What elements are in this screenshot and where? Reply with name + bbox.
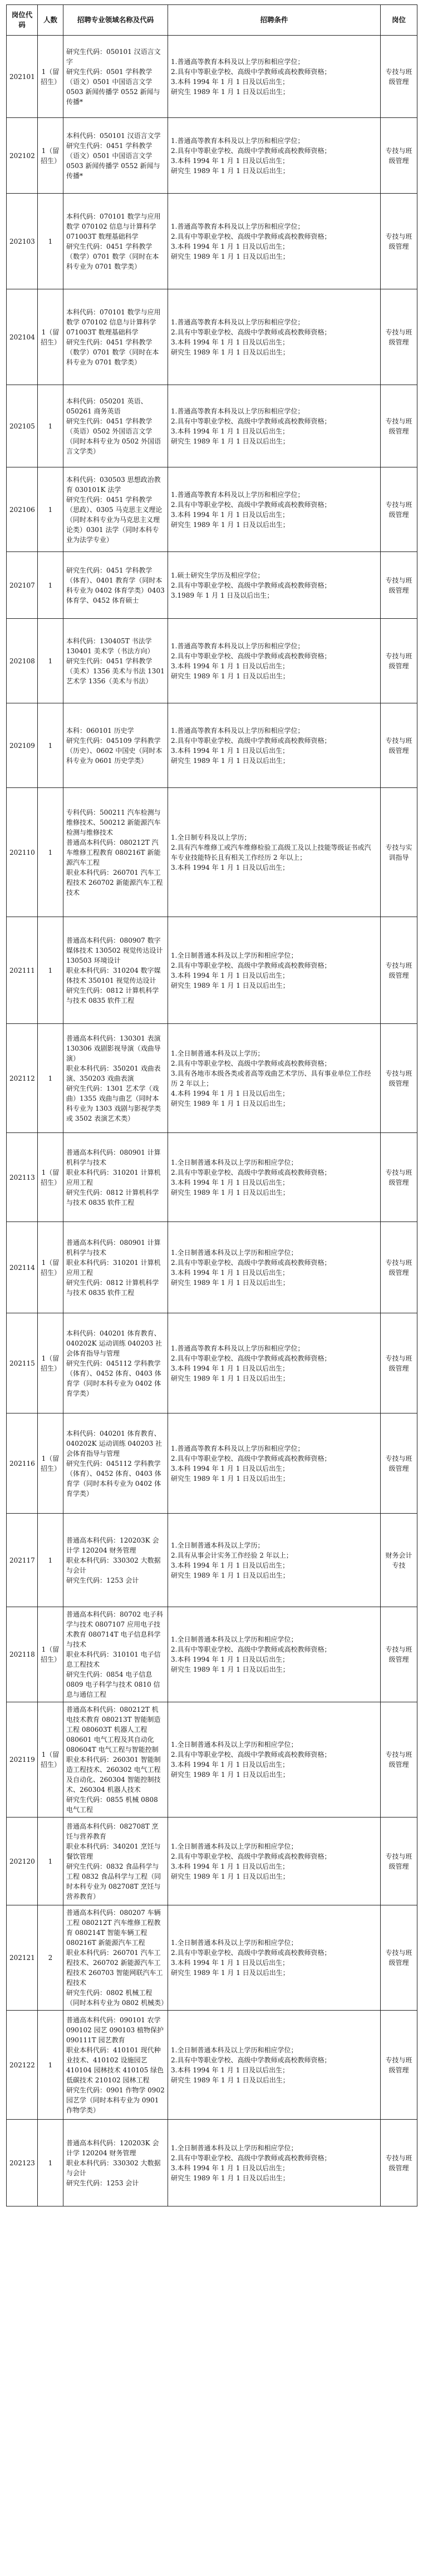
major-cell [63,1905,168,2011]
major-cell [63,1222,168,1313]
major-line: 职业本科代码：310201 计算机应用工程 [66,1168,161,1186]
major-cell [63,1133,168,1222]
condition-line: 2.具有中等职业学校、高级中学教师或高校教师资格； [171,1949,331,1957]
major-line: 普通高本科代码：080212T 汽车维修工程教育 080216T 新能源汽车工程 [66,838,161,866]
major-cell [63,194,168,289]
post-code-cell: 202122 [7,2011,38,2120]
condition-line: 1.普通高等教育本科及以上学历和相应学位； [171,136,304,145]
major-line: 研究生代码：0451 学科教学（体育）、0401 教育学（同时本科专业为 0402 体育学类）0403 体育学、0452 体育硕士 [66,566,165,604]
table-row [7,194,417,289]
major-line: 本科代码：040201 体育教育、040202K 运动训练 040203 社会体育指导与管理 [66,1429,163,1457]
major-line: 研究生代码：0854 电子信息 0809 电子科学与技术 0810 信息与通信工程 [66,1671,160,1698]
major-cell [63,467,168,552]
major-line: 普通高本科代码：120203K 会计学 120204 财务管理 [66,2139,159,2157]
condition-line: 研究生 1989 年 1 月 1 日及以后出生； [171,2174,289,2182]
condition-line: 1.普通高等教育本科及以上学历和相应学位； [171,407,304,415]
condition-line: 研究生 1989 年 1 月 1 日及以后出生； [171,672,289,680]
conditions-cell [168,1222,381,1313]
condition-line: 2.具有中等职业学校、高级中学教师或高校教师资格； [171,961,331,969]
major-cell [63,552,168,619]
table-row [7,1024,417,1133]
post-type-cell: 专技与实训指导 [381,788,417,917]
post-code-cell: 202103 [7,194,38,289]
condition-line: 研究生 1989 年 1 月 1 日及以后出生； [171,1969,289,1977]
headcount-cell: 1 [38,619,63,703]
major-line: 普通高本科代码：082708T 烹饪与营养教育 [66,1822,159,1840]
headcount-cell: 2 [38,1905,63,2011]
major-cell [63,2120,168,2206]
condition-line: 3.本科 1994 年 1 月 1 日及以后出生； [171,863,289,871]
post-type-cell: 专技与班级管理 [381,703,417,788]
post-type-cell: 专技与班级管理 [381,194,417,289]
post-type-cell: 专技与班级管理 [381,1905,417,2011]
condition-line: 研究生 1989 年 1 月 1 日及以后出生； [171,1771,289,1779]
table-row [7,289,417,385]
major-line: 研究生代码：0451 学科教学（数学）0701 数学（同时在本科专业为 0701 数学类） [66,338,159,366]
major-line: 职业本科代码：350201 戏曲表演、350203 戏曲表演 [66,1064,161,1082]
post-code-cell: 202106 [7,467,38,552]
major-line: 研究生代码：0812 计算机科学与技术 0835 软件工程 [66,986,159,1004]
condition-line: 研究生 1989 年 1 月 1 日及以后出生； [171,1278,289,1287]
condition-line: 1.全日制普通本科及以上学历； [171,1049,264,1057]
table-row [7,917,417,1024]
condition-line: 3.本科 1994 年 1 月 1 日及以后出生； [171,427,289,435]
condition-line: 3.本科 1994 年 1 月 1 日及以后出生； [171,1656,289,1663]
conditions-cell [168,467,381,552]
table-row [7,1905,417,2011]
post-type-cell: 专技与班级管理 [381,1702,417,1818]
conditions-cell [168,194,381,289]
condition-line: 3.本科 1994 年 1 月 1 日及以后出生； [171,2066,289,2074]
condition-line: 3.本科 1994 年 1 月 1 日及以后出生； [171,971,289,979]
condition-line: 2.具有中等职业学校、高级中学教师或高校教师资格； [171,1258,331,1267]
major-cell [63,917,168,1024]
table-row [7,1607,417,1702]
post-type-cell: 专技与班级管理 [381,36,417,118]
condition-line: 1.普通高等教育本科及以上学历和相应学位； [171,1344,304,1352]
condition-line: 2.具有中等职业学校、高级中学教师或高校教师资格； [171,1751,331,1759]
post-code-cell: 202113 [7,1133,38,1222]
post-code-cell: 202109 [7,703,38,788]
table-row [7,788,417,917]
condition-line: 3.具有各地市本级各类或者高等戏曲艺术学历、具有事业单位工作经历 2 年以上； [171,1069,371,1087]
major-line: 职业本科代码：260301 智能制造工程技术、260302 电气工程及自动化、260304 智能控制技术、260304 机器人技术 [66,1756,161,1794]
major-line: 本科代码：050101 汉语言文学 [66,131,161,140]
condition-line: 2.具有中等职业学校、高级中学教师或高校教师资格； [171,1059,331,1067]
major-line: 本科代码：040201 体育教育、040202K 运动训练 040203 社会体育指导与管理 [66,1329,163,1357]
condition-line: 2.具有中等职业学校、高级中学教师或高校教师资格； [171,146,331,155]
table-row [7,619,417,703]
major-line: 研究生代码：0451 学科教学（语文）0501 中国语言文学 0503 新闻传播学 0552 新闻与传播* [66,141,160,180]
conditions-cell [168,2120,381,2206]
table-row [7,2011,417,2120]
condition-line: 3.本科 1994 年 1 月 1 日及以后出生； [171,338,289,346]
table-header-row [7,5,417,36]
post-type-cell: 专技与班级管理 [381,917,417,1024]
major-line: 研究生代码：045109 学科教学（历史）、0602 中国史（同时本科专业为 0601 历史学类） [66,736,163,765]
headcount-cell: 1 [38,917,63,1024]
major-cell [63,619,168,703]
major-line: 本科代码：070101 数学与应用数学 070102 信息与计算科学 071003T 数理基础科学 [66,308,161,336]
major-line: 普通高本科代码：090101 农学 090102 园艺 090103 植物保护 090111T 园艺教育 [66,2016,164,2044]
condition-line: 3.本科 1994 年 1 月 1 日及以后出生； [171,510,289,519]
condition-line: 1.全日制普通本科及以上学历和相应学位； [171,951,298,959]
major-line: 研究生代码：0812 计算机科学与技术 0835 软件工程 [66,1188,159,1206]
major-line: 研究生代码：0451 学科教学（思政）、0305 马克思主义理论（同时本科专业为马克思主义理论类）0301 法学（同时本科专业为法学专业） [66,495,163,544]
condition-line: 1.全日制普通本科及以上学历和相应学位； [171,1741,298,1748]
major-line: 职业本科代码：330302 大数据与会计 [66,2159,161,2177]
post-code-cell: 202115 [7,1313,38,1413]
major-line: 专科代码：500211 汽车检测与维修技术、500212 新能源汽车检测与维修技术 [66,808,161,836]
table-row [7,1313,417,1413]
conditions-cell [168,289,381,385]
post-code-cell: 202120 [7,1818,38,1905]
condition-line: 2.具有中等职业学校、高级中学教师或高校教师资格； [171,2056,331,2064]
recruitment-table [6,4,417,2206]
major-cell [63,2011,168,2120]
condition-line: 1.普通高等教育本科及以上学历和相应学位； [171,57,304,66]
major-cell [63,1818,168,1905]
headcount-cell: 1 [38,467,63,552]
major-line: 研究生代码：0855 机械 0808 电气工程 [66,1796,158,1814]
major-line: 本科：060101 历史学 [66,726,134,735]
conditions-cell [168,1024,381,1133]
major-line: 本科代码：130405T 书法学 130401 美术学（书法方向） [66,637,154,655]
major-line: 普通高本科代码：080207 车辆工程 080212T 汽车维修工程教育 080214T 智能车辆工程 080216T 新能源汽车工程 [66,1909,161,1947]
condition-line: 研究生 1989 年 1 月 1 日及以后出生； [171,1188,289,1196]
post-code-cell: 202101 [7,36,38,118]
post-type-cell: 专技与班级管理 [381,467,417,552]
condition-line: 3.本科 1994 年 1 月 1 日及以后出生； [171,1761,289,1769]
condition-line: 1.普通高等教育本科及以上学历和相应学位； [171,318,304,326]
post-code-cell: 202111 [7,917,38,1024]
headcount-cell: 1（留招生） [38,289,63,385]
condition-line: 1.全日制普通本科及以上学历和相应学位； [171,2046,298,2054]
condition-line: 1.普通高等教育本科及以上学历和相应学位； [171,642,304,650]
major-line: 研究生代码：1253 会计 [66,1576,139,1584]
condition-line: 1.全日制普通本科及以上学历和相应学位； [171,2144,298,2152]
headcount-cell: 1 [38,788,63,917]
header-conditions: 招聘条件 [168,5,381,36]
table-row [7,36,417,118]
conditions-cell [168,619,381,703]
condition-line: 3.1989 年 1 月 1 日及以后出生； [171,591,274,599]
headcount-cell: 1 [38,2120,63,2206]
major-cell [63,703,168,788]
conditions-cell [168,36,381,118]
header-post-code: 岗位代码 [7,5,38,36]
major-cell [63,788,168,917]
condition-line: 2.具有中等职业学校、高级中学教师或高校教师资格； [171,1646,331,1653]
post-code-cell: 202123 [7,2120,38,2206]
condition-line: 1.全日制普通本科及以上学历和相应学位； [171,1248,298,1257]
condition-line: 2.具有中等职业学校、高级中学教师或高校教师资格； [171,2154,331,2162]
condition-line: 3.本科 1994 年 1 月 1 日及以后出生； [171,1268,289,1277]
major-line: 研究生代码：0812 计算机科学与技术 0835 软件工程 [66,1278,159,1297]
condition-line: 2.具有中等职业学校、高级中学教师或高校教师资格； [171,652,331,660]
condition-line: 研究生 1989 年 1 月 1 日及以后出生； [171,1474,289,1482]
headcount-cell: 1（留招生） [38,1313,63,1413]
conditions-cell [168,552,381,619]
post-code-cell: 202108 [7,619,38,703]
conditions-cell [168,385,381,467]
post-code-cell: 202116 [7,1413,38,1514]
major-line: 研究生代码：050101 汉语言文字 [66,47,161,66]
table-row [7,385,417,467]
header-count: 人数 [38,5,63,36]
condition-line: 2.具有中等职业学校、高级中学教师或高校教师资格； [171,232,331,240]
conditions-cell [168,118,381,194]
post-code-cell: 202107 [7,552,38,619]
conditions-cell [168,2011,381,2120]
major-line: 研究生代码：0451 学科教学（美术）1356 美术与书法 1301 艺术学 1356（美术与书法） [66,657,165,685]
post-type-cell: 专技与班级管理 [381,1818,417,1905]
headcount-cell: 1 [38,703,63,788]
major-cell [63,118,168,194]
major-line: 研究生代码：0901 作物学 0902 园艺学（同时本科专业为 0901 作物学类） [66,2086,165,2114]
condition-line: 2.具有中等职业学校、高级中学教师或高校教师资格； [171,1354,331,1362]
condition-line: 1.普通高等教育本科及以上学历和相应学位； [171,1444,304,1452]
condition-line: 3.本科 1994 年 1 月 1 日及以后出生； [171,746,289,755]
post-code-cell: 202105 [7,385,38,467]
major-line: 职业本科代码：330302 大数据与会计 [66,1556,161,1574]
major-cell [63,1514,168,1607]
major-cell [63,385,168,467]
condition-line: 2.具有中等职业学校、高级中学教师或高校教师资格； [171,581,331,589]
major-line: 研究生代码：1301 艺术学（戏曲）1355 戏曲与曲艺（同时本科专业为 1303 戏剧与影视学类或 3502 表演艺术类） [66,1084,161,1122]
headcount-cell: 1（留招生） [38,1607,63,1702]
post-type-cell: 专技与班级管理 [381,1222,417,1313]
major-line: 普通高本科代码：130301 表演 130306 戏剧影视导演（戏曲导演） [66,1034,161,1062]
post-type-cell: 专技与班级管理 [381,1607,417,1702]
major-cell [63,1024,168,1133]
major-cell [63,1702,168,1818]
condition-line: 研究生 1989 年 1 月 1 日及以后出生； [171,252,289,260]
major-line: 研究生代码：0832 食品科学与工程 0832 食品科学与工程（同时本科专业为 082708T 烹饪与营养教育） [66,1862,161,1900]
post-code-cell: 202117 [7,1514,38,1607]
headcount-cell: 1 [38,385,63,467]
condition-line: 研究生 1989 年 1 月 1 日及以后出生； [171,348,289,356]
header-post: 岗位 [381,5,417,36]
headcount-cell: 1 [38,194,63,289]
condition-line: 3.本科 1994 年 1 月 1 日及以后出生； [171,662,289,670]
major-line: 研究生代码：1253 会计 [66,2179,139,2187]
post-code-cell: 202118 [7,1607,38,1702]
major-line: 职业本科代码：260701 汽车工程技术 260702 新能源汽车工程技术 [66,868,163,897]
major-line: 研究生代码：0451 学科教学（数学）0701 数学（同时在本科专业为 0701 数学类） [66,242,159,270]
condition-line: 3.本科 1994 年 1 月 1 日及以后出生； [171,77,289,86]
condition-line: 1.普通高等教育本科及以上学历和相应学位； [171,726,304,735]
condition-line: 3.本科 1994 年 1 月 1 日及以后出生； [171,2164,289,2172]
table-row [7,118,417,194]
condition-line: 研究生 1989 年 1 月 1 日及以后出生； [171,981,289,989]
condition-line: 3.本科 1994 年 1 月 1 日及以后出生； [171,1959,289,1967]
table-body [7,36,417,2206]
header-major: 招聘专业领域名称及代码 [63,5,168,36]
condition-line: 3.本科 1994 年 1 月 1 日及以后出生； [171,1178,289,1186]
conditions-cell [168,917,381,1024]
condition-line: 2.具有中等职业学校、高级中学教师或高校教师资格； [171,417,331,425]
condition-line: 研究生 1989 年 1 月 1 日及以后出生； [171,2076,289,2084]
major-line: 研究生代码：0451 学科教学（英语）0502 外国语言文学（同时本科专业为 0502 外国语言文学类） [66,417,161,455]
table-row [7,1702,417,1818]
major-line: 普通高本科代码：120203K 会计学 120204 财务管理 [66,1536,159,1554]
condition-line: 3.本科 1994 年 1 月 1 日及以后出生； [171,1464,289,1472]
condition-line: 1.全日制普通本科及以上学历和相应学位； [171,1158,298,1166]
table-row [7,552,417,619]
conditions-cell [168,1413,381,1514]
condition-line: 2.具有中等职业学校、高级中学教师或高校教师资格； [171,500,331,509]
major-cell [63,1313,168,1413]
post-code-cell: 202102 [7,118,38,194]
major-cell [63,1607,168,1702]
conditions-cell [168,1514,381,1607]
conditions-cell [168,1905,381,2011]
major-line: 研究生代码：045112 学科教学（体育）、0452 体育、0403 体育学（同时本科专业为 0402 体育学类） [66,1459,161,1498]
condition-line: 研究生 1989 年 1 月 1 日及以后出生； [171,87,289,96]
condition-line: 1.全日制专科及以上学历； [171,833,251,841]
conditions-cell [168,1133,381,1222]
post-type-cell: 专技与班级管理 [381,552,417,619]
post-code-cell: 202119 [7,1702,38,1818]
major-cell [63,36,168,118]
major-line: 本科代码：070101 数学与应用数学 070102 信息与计算科学 071003T 数理基础科学 [66,212,161,240]
condition-line: 研究生 1989 年 1 月 1 日及以后出生； [171,520,289,529]
conditions-cell [168,1313,381,1413]
major-cell [63,289,168,385]
conditions-cell [168,703,381,788]
post-type-cell: 专技与班级管理 [381,619,417,703]
post-type-cell: 专技与班级管理 [381,385,417,467]
headcount-cell: 1 [38,1514,63,1607]
headcount-cell: 1 [38,1818,63,1905]
headcount-cell: 1（留招生） [38,118,63,194]
condition-line: 研究生 1989 年 1 月 1 日及以后出生； [171,1571,289,1579]
post-code-cell: 202121 [7,1905,38,2011]
major-line: 职业本科代码：410101 现代种业技术、410102 设施园艺 410104 园林技术 410105 绿色低碳技术 210102 园林工程 [66,2046,164,2084]
major-cell [63,1413,168,1514]
condition-line: 研究生 1989 年 1 月 1 日及以后出生； [171,756,289,765]
condition-line: 3.本科 1994 年 1 月 1 日及以后出生； [171,242,289,250]
condition-line: 2.具有汽车维修工或汽车维修检验工高级工及以上技能等级证书或汽车专业技能特长且有相关工作经历 2 年以上； [171,843,371,861]
major-line: 普通高本科代码：080907 数字媒体技术 130502 视觉传达设计 130503 环境设计 [66,936,163,964]
table-row [7,1818,417,1905]
major-line: 普通高本科代码：080901 计算机科学与技术 [66,1148,161,1166]
condition-line: 4.本科 1994 年 1 月 1 日及以后出生； [171,1089,289,1097]
condition-line: 1.全日制普通本科及以上学历； [171,1541,264,1549]
condition-line: 研究生 1989 年 1 月 1 日及以后出生； [171,1666,289,1673]
condition-line: 研究生 1989 年 1 月 1 日及以后出生； [171,1374,289,1382]
condition-line: 2.具有中等职业学校、高级中学教师或高校教师资格； [171,736,331,745]
post-type-cell: 专技与班级管理 [381,2011,417,2120]
condition-line: 1.全日制普通本科及以上学历和相应学位； [171,1842,298,1850]
major-line: 职业本科代码：260701 汽车工程技术、260702 新能源汽车工程技术 260703 智能网联汽车工程技术 [66,1949,163,1987]
headcount-cell: 1（留招生） [38,1133,63,1222]
headcount-cell: 1 [38,2011,63,2120]
condition-line: 研究生 1989 年 1 月 1 日及以后出生； [171,1872,289,1880]
headcount-cell: 1 [38,552,63,619]
condition-line: 1.普通高等教育本科及以上学历和相应学位； [171,222,304,230]
post-code-cell: 202114 [7,1222,38,1313]
table-row [7,703,417,788]
condition-line: 2.具有中等职业学校、高级中学教师或高校教师资格； [171,1168,331,1176]
post-type-cell: 专技与班级管理 [381,1413,417,1514]
headcount-cell: 1（留招生） [38,1702,63,1818]
condition-line: 2.具有中等职业学校、高级中学教师或高校教师资格； [171,1454,331,1462]
condition-line: 2.具有中等职业学校、高级中学教师或高校教师资格； [171,328,331,336]
condition-line: 2.具有中等职业学校、高级中学教师或高校教师资格； [171,67,331,76]
major-line: 职业本科代码：310101 电子信息工程技术 [66,1651,161,1668]
post-type-cell: 专技与班级管理 [381,1133,417,1222]
major-line: 职业本科代码：340201 烹饪与餐饮管理 [66,1842,161,1860]
major-line: 研究生代码：0802 机械工程（同时本科专业为 0802 机械类） [66,1989,168,2007]
condition-line: 研究生 1989 年 1 月 1 日及以后出生； [171,437,289,445]
condition-line: 2.具有从事会计实务工作经验 2 年以上； [171,1551,293,1559]
headcount-cell: 1（留招生） [38,1413,63,1514]
table-row [7,1514,417,1607]
major-line: 研究生代码：0501 学科教学（语文）0501 中国语言文学 0503 新闻传播学 0552 新闻与传播* [66,67,160,106]
conditions-cell [168,1607,381,1702]
conditions-cell [168,788,381,917]
condition-line: 3.本科 1994 年 1 月 1 日及以后出生； [171,1561,289,1569]
major-line: 本科代码：030503 思想政治教育 030101K 法学 [66,475,161,494]
condition-line: 1.硕士研究生学历及相应学位； [171,571,264,579]
table-row [7,1222,417,1313]
condition-line: 3.本科 1994 年 1 月 1 日及以后出生； [171,1364,289,1372]
major-line: 普通高本科代码：080212T 机电技术教育 080213T 智能制造工程 080603T 机器人工程 080601 电气工程及其自动化 080604T 电气工程与智能控制 [66,1706,161,1754]
post-type-cell: 专技与班级管理 [381,1313,417,1413]
post-code-cell: 202112 [7,1024,38,1133]
post-type-cell: 专技与班级管理 [381,1024,417,1133]
table-row [7,2120,417,2206]
post-code-cell: 202110 [7,788,38,917]
condition-line: 研究生 1989 年 1 月 1 日及以后出生； [171,1099,289,1107]
condition-line: 1.普通高等教育本科及以上学历和相应学位； [171,490,304,499]
condition-line: 研究生 1989 年 1 月 1 日及以后出生； [171,166,289,175]
post-type-cell: 专技与班级管理 [381,289,417,385]
major-line: 普通高本科代码：080901 计算机科学与技术 [66,1238,161,1257]
post-type-cell: 专技与班级管理 [381,118,417,194]
headcount-cell: 1 [38,1024,63,1133]
condition-line: 2.具有中等职业学校、高级中学教师或高校教师资格； [171,1852,331,1860]
post-type-cell: 专技与班级管理 [381,2120,417,2206]
headcount-cell: 1（留招生） [38,1222,63,1313]
major-line: 研究生代码：045112 学科教学（体育）、0452 体育、0403 体育学（同时本科专业为 0402 体育学类） [66,1359,161,1397]
table-row [7,1133,417,1222]
condition-line: 1.全日制普通本科及以上学历和相应学位； [171,1636,298,1643]
condition-line: 1.全日制普通本科及以上学历和相应学位； [171,1939,298,1947]
conditions-cell [168,1818,381,1905]
condition-line: 3.本科 1994 年 1 月 1 日及以后出生； [171,156,289,165]
condition-line: 3.本科 1994 年 1 月 1 日及以后出生； [171,1862,289,1870]
post-type-cell: 财务会计专技 [381,1514,417,1607]
major-line: 职业本科代码：310204 数字媒体技术 350101 视觉传达设计 [66,966,161,984]
headcount-cell: 1（留招生） [38,36,63,118]
conditions-cell [168,1702,381,1818]
major-line: 职业本科代码：310201 计算机应用工程 [66,1258,161,1277]
major-line: 普通高本科代码：80702 电子科学与技术 0807107 应用电子技术教育 080714T 电子信息科学与技术 [66,1610,163,1648]
major-line: 本科代码：050201 英语、050261 商务英语 [66,397,147,415]
table-row [7,467,417,552]
post-code-cell: 202104 [7,289,38,385]
table-row [7,1413,417,1514]
